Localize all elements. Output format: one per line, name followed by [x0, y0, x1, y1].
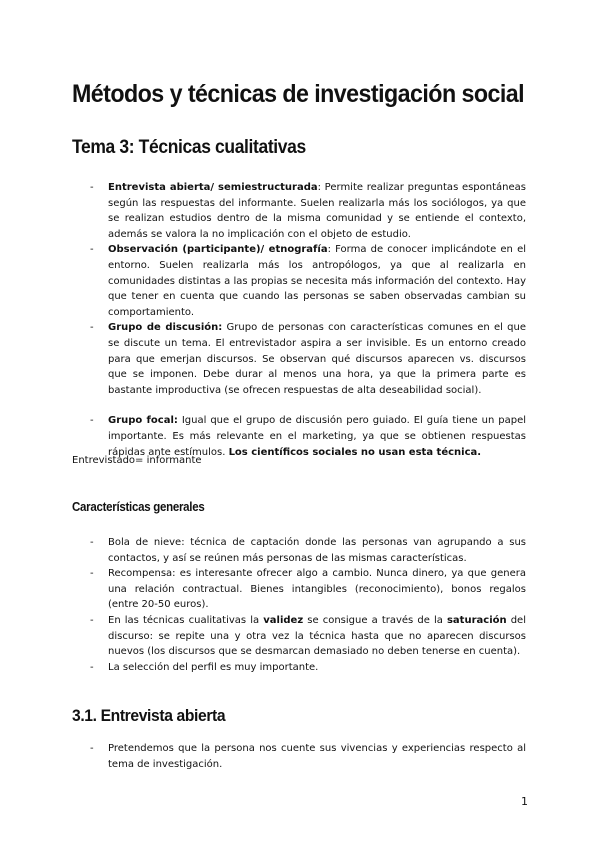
list-item: - Pretendemos que la persona nos cuente sus vivencias y experiencias respecto al tema de investigación. [90, 741, 526, 772]
techniques-list [90, 180, 526, 460]
document-title: Métodos y técnicas de investigación social [72, 80, 525, 108]
interview-list [90, 741, 526, 772]
list-item [90, 320, 526, 398]
list-item: - La selección del perfil es muy importante. [90, 660, 526, 676]
term: Observación (participante)/ etnografía [108, 244, 328, 256]
list-item: - Entrevista abierta/ semiestructurada: Permite realizar preguntas espontáneas según las respuestas del informante. Suelen realizarla más los sociólogos, ya que se realizan estudios dentro de la misma comunidad y se entiende el contexto, además se valora la no implicación con el objeto de estudio. [90, 180, 526, 242]
term: Entrevista abierta/ semiestructurada [108, 182, 318, 193]
term: Grupo focal: [108, 415, 178, 427]
general-list [90, 535, 526, 675]
description: Forma de conocer implicándote en el entorno. Suelen realizarla más los antropólogos, ya que al realizarla en comunidades distintas a las propias se necesita más información del contexto. Hay que tener en cuenta que cuando las personas se saben observadas cambian su comportamiento. [108, 244, 526, 318]
subsection-heading: 3.1. Entrevista abierta [72, 706, 226, 725]
list-item: - En las técnicas cualitativas la validez se consigue a través de la saturación del discurso: se repite una y otra vez la técnica hasta que no aparecen discursos nuevos (los discursos que se desmarcan demasiado no deben tenerse en cuenta). [90, 613, 526, 660]
list-item [90, 413, 526, 460]
list-item: - Recompensa: es interesante ofrecer algo a cambio. Nunca dinero, ya que genera una relación contractual. Bienes intangibles (reconocimiento), bonos regalos (entre 20-50 euros). [90, 566, 526, 613]
list-item: - Observación (participante)/ etnografía: Forma de conocer implicándote en el entorno. Suelen realizarla más los antropólogos, ya que al realizarla en comunidades distintas a las propias se necesita más información del contexto. Hay que tener en cuenta que cuando las personas se saben observadas cambian su comportamiento. [90, 242, 526, 320]
note: Entrevistado= informante [72, 455, 202, 466]
description: Igual que el grupo de discusión pero guiado. El guía tiene un papel importante. Es más relevante en el marketing, ya que se obtienen respuestas rápidas ante estímulos. [108, 415, 527, 458]
emphasis: Los científicos sociales no usan esta técnica. [228, 446, 482, 458]
term: Grupo de discusión: [108, 322, 223, 334]
description: Grupo de personas con características comunes en el que se discute un tema. El entrevistador aspira a ser invisible. Es un entorno creado para que emerjan discursos. Se observan qué discursos aparecen vs. discursos que se imponen. Debe durar al menos una hora, ya que la primera parte es bastante improductiva (se ofrecen respuestas de alta deseabilidad social). [108, 322, 526, 396]
list-item: - Bola de nieve: técnica de captación donde las personas van agrupando a sus contactos, y así se reúnen más personas de las mismas características. [90, 535, 526, 566]
subheading: Características generales [72, 500, 205, 514]
page-number: 1 [521, 795, 528, 808]
section-heading: Tema 3: Técnicas cualitativas [72, 137, 306, 158]
description: Permite realizar preguntas espontáneas según las respuestas del informante. Suelen realizarla más los sociólogos, ya que se realizan estudios dentro de la misma comunidad y se entiende el contexto, además se valora la no implicación con el objeto de estudio. [108, 182, 526, 240]
